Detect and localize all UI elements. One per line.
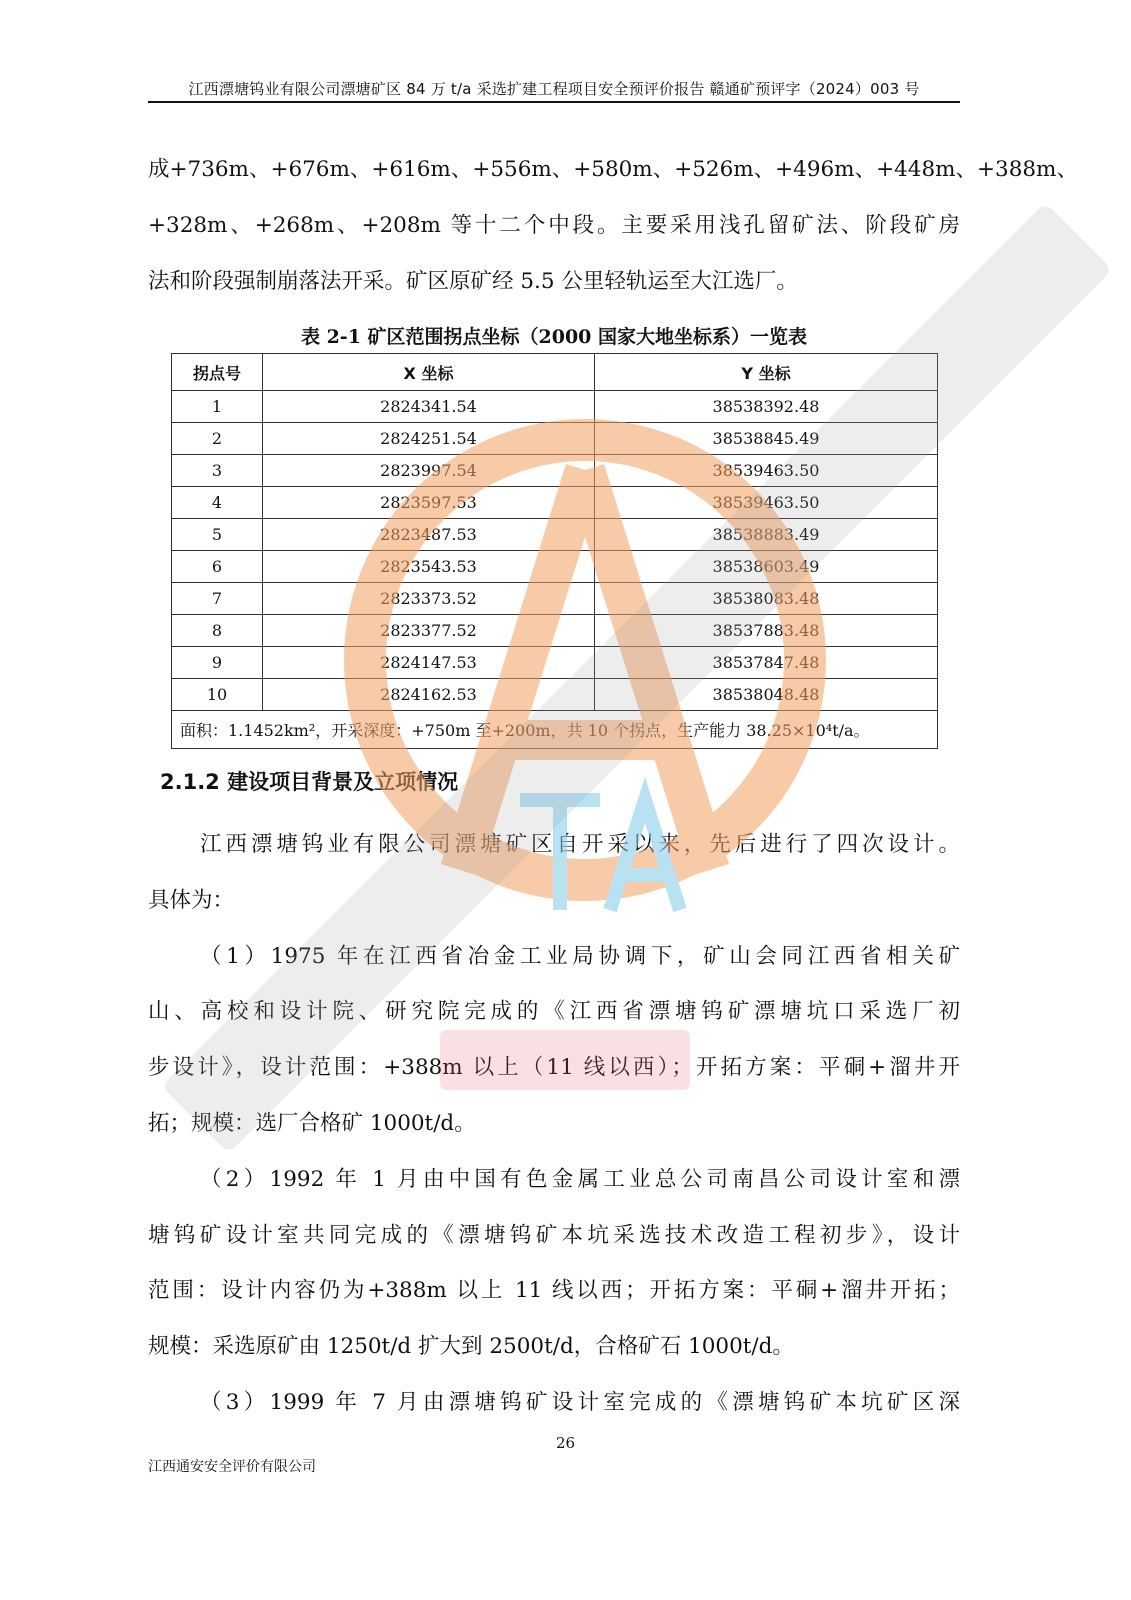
text-line: +328m、+268m、+208m 等十二个中段。主要采用浅孔留矿法、阶段矿房 [148, 213, 960, 238]
text-line: 步设计》，设计范围：+388m 以上（11 线以西）；开拓方案：平硐+溜井开 [148, 1055, 960, 1081]
column-header: Y 坐标 [595, 354, 938, 391]
text-line: 成+736m、+676m、+616m、+556m、+580m、+526m、+496m、+448m、+388m、 [148, 157, 1078, 182]
table-row [172, 551, 938, 583]
section-heading: 2.1.2 建设项目背景及立项情况 [160, 770, 459, 794]
header-rule [148, 101, 960, 103]
text-line: 规模：采选原矿由 1250t/d 扩大到 2500t/d，合格矿石 1000t/d。 [148, 1334, 794, 1360]
table-cell: 38537883.48 [595, 615, 938, 647]
text-line: 江西漂塘钨业有限公司漂塘矿区自开采以来，先后进行了四次设计。 [200, 832, 960, 857]
table-row [172, 455, 938, 487]
text-line: 具体为： [148, 887, 235, 913]
table-cell: 38538392.48 [595, 391, 938, 423]
text-line: 法和阶段强制崩落法开采。矿区原矿经 5.5 公里轻轨运至大江选厂。 [148, 269, 798, 294]
table-cell: 2824147.53 [263, 647, 595, 679]
running-header: 江西漂塘钨业有限公司漂塘矿区 84 万 t/a 采选扩建工程项目安全预评价报告 赣通矿预评字（2024）003 号 [188, 80, 920, 98]
table-cell: 2823373.52 [263, 583, 595, 615]
table-row [172, 615, 938, 647]
table-cell: 2824251.54 [263, 423, 595, 455]
text-line: （1）1975 年在江西省冶金工业局协调下，矿山会同江西省相关矿 [200, 943, 960, 969]
table-note: 面积：1.1452km²，开采深度：+750m 至+200m，共 10 个拐点，生产能力 38.25×10⁴t/a。 [172, 711, 938, 749]
table-cell: 1 [172, 391, 263, 423]
table-cell: 2824341.54 [263, 391, 595, 423]
coordinates-table [171, 353, 938, 749]
table-cell: 38537847.48 [595, 647, 938, 679]
text-line: 范围：设计内容仍为+388m 以上 11 线以西；开拓方案：平硐+溜井开拓； [148, 1278, 960, 1304]
table-cell: 5 [172, 519, 263, 551]
text-line: （3）1999 年 7 月由漂塘钨矿设计室完成的《漂塘钨矿本坑矿区深 [200, 1390, 960, 1415]
table-cell: 2824162.53 [263, 679, 595, 711]
text-line: 山、高校和设计院、研究院完成的《江西省漂塘钨矿漂塘坑口采选厂初 [148, 999, 960, 1025]
page-number: 26 [555, 1434, 576, 1452]
table-cell: 2823597.53 [263, 487, 595, 519]
table-cell: 2823997.54 [263, 455, 595, 487]
table-cell: 8 [172, 615, 263, 647]
table-cell: 38538845.49 [595, 423, 938, 455]
table-cell: 2823543.53 [263, 551, 595, 583]
table-cell: 38538883.49 [595, 519, 938, 551]
table-cell: 2823377.52 [263, 615, 595, 647]
column-header: X 坐标 [263, 354, 595, 391]
table-cell: 3 [172, 455, 263, 487]
table-cell: 7 [172, 583, 263, 615]
table-row [172, 519, 938, 551]
table-cell: 38539463.50 [595, 487, 938, 519]
table-cell: 2823487.53 [263, 519, 595, 551]
table-cell: 6 [172, 551, 263, 583]
table-row [172, 583, 938, 615]
table-cell: 9 [172, 647, 263, 679]
table-cell: 2 [172, 423, 263, 455]
text-line: （2）1992 年 1 月由中国有色金属工业总公司南昌公司设计室和漂 [200, 1166, 960, 1192]
text-line: 塘钨矿设计室共同完成的《漂塘钨矿本坑采选技术改造工程初步》，设计 [148, 1222, 960, 1248]
table-cell: 4 [172, 487, 263, 519]
text-line: 拓；规模：选厂合格矿 1000t/d。 [148, 1111, 476, 1136]
table-cell: 10 [172, 679, 263, 711]
table-row [172, 423, 938, 455]
column-header: 拐点号 [172, 354, 263, 391]
table-cell: 38539463.50 [595, 455, 938, 487]
table-caption: 表 2-1 矿区范围拐点坐标（2000 国家大地坐标系）一览表 [300, 326, 808, 348]
footer-company: 江西通安安全评价有限公司 [148, 1459, 316, 1475]
table-row [172, 647, 938, 679]
table-row [172, 391, 938, 423]
table-cell: 38538083.48 [595, 583, 938, 615]
table-cell: 38538603.49 [595, 551, 938, 583]
table-cell: 38538048.48 [595, 679, 938, 711]
table-row [172, 487, 938, 519]
table-row [172, 679, 938, 711]
